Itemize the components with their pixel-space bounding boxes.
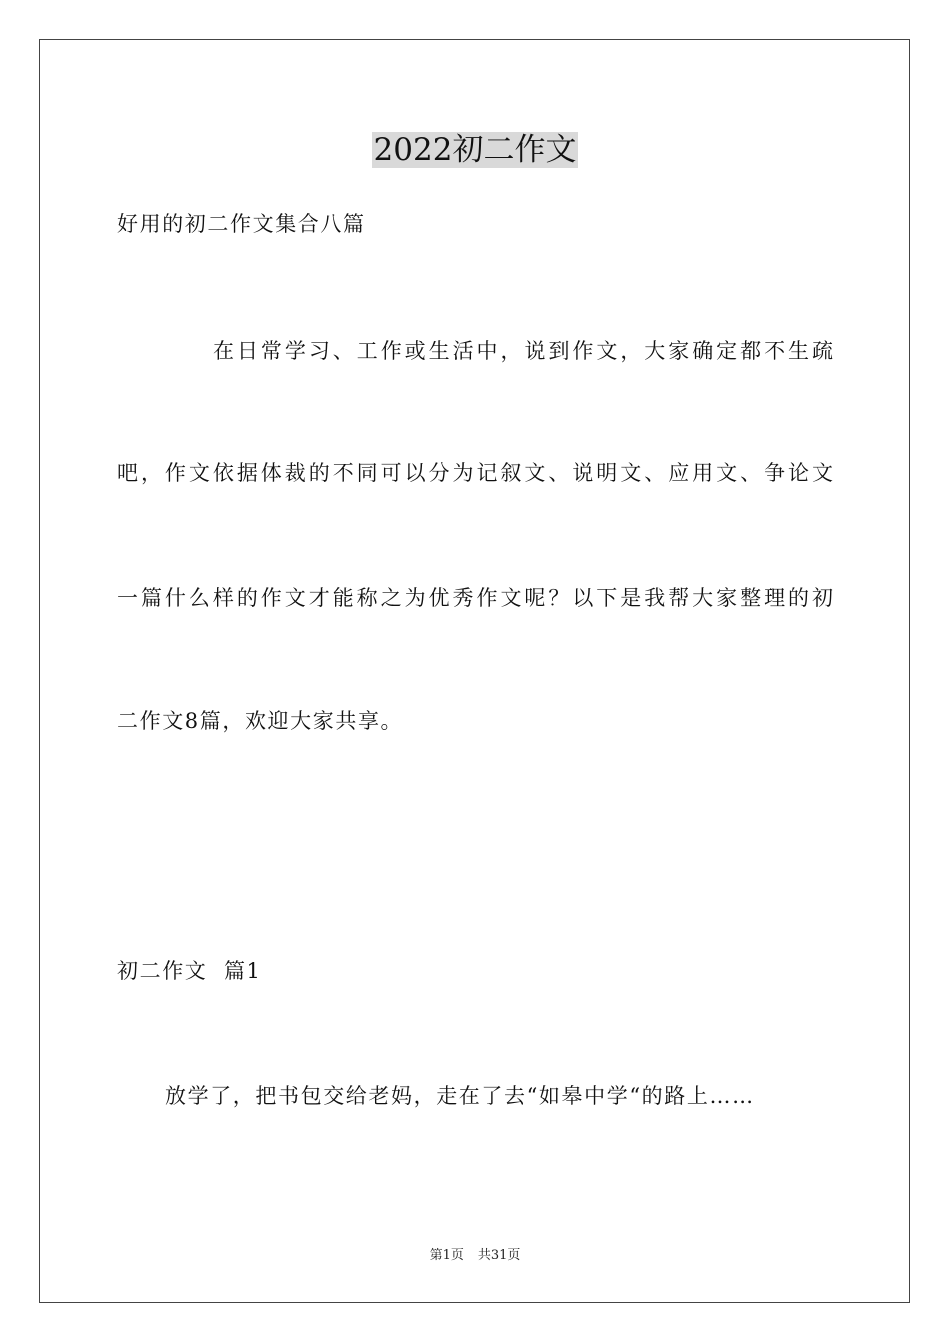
intro-paragraph-line-3: 一篇什么样的作文才能称之为优秀作文呢？以下是我帮大家整理的初 — [117, 586, 833, 610]
intro-paragraph-line-2: 吧，作文依据体裁的不同可以分为记叙文、说明文、应用文、争论文 — [117, 461, 833, 485]
section-heading: 初二作文 篇1 — [117, 959, 262, 983]
document-subtitle: 好用的初二作文集合八篇 — [117, 212, 366, 236]
intro-paragraph-line-4: 二作文8篇，欢迎大家共享。 — [117, 709, 404, 733]
page-total: 共31页 — [477, 1248, 521, 1263]
body-paragraph-line-1: 放学了，把书包交给老妈，走在了去“如皋中学“的路上…… — [165, 1084, 755, 1108]
intro-paragraph-line-1: 在日常学习、工作或生活中，说到作文，大家确定都不生疏 — [213, 339, 833, 363]
document-title-text: 2022初二作文 — [373, 132, 577, 168]
document-title — [0, 126, 950, 174]
page-number: 第1页 — [429, 1248, 464, 1263]
page-footer — [0, 1246, 950, 1266]
